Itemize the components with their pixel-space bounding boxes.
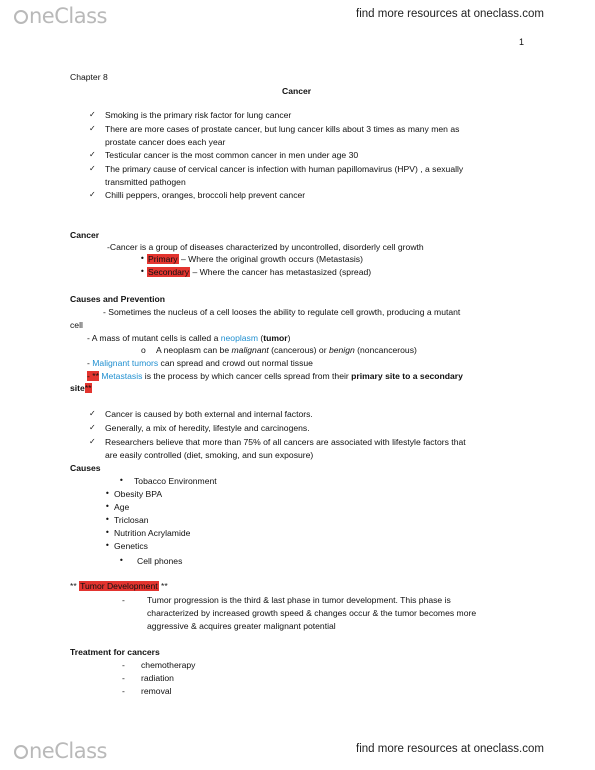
cause-item: Nutrition Acrylamide <box>114 528 191 538</box>
bullet-icon: • <box>105 541 110 550</box>
metastasis-line-cont: site** <box>70 383 92 393</box>
oneclass-logo[interactable]: neClass <box>14 4 107 28</box>
red-marker: - ** <box>87 371 99 381</box>
find-more-link-footer[interactable]: find more resources at oneclass.com <box>356 743 544 755</box>
dash-marker: - <box>122 686 125 696</box>
neoplasm-subline: A neoplasm can be malignant (cancerous) or benign (noncancerous) <box>156 345 417 355</box>
tumor-progression-line: aggressive & acquires greater malignant potential <box>147 621 336 631</box>
check-icon: ✓ <box>89 190 96 199</box>
factor-item: Generally, a mix of heredity, lifestyle and carcinogens. <box>105 423 310 433</box>
cause-item: Cell phones <box>137 556 183 566</box>
fact-item: Chilli peppers, oranges, broccoli help prevent cancer <box>105 190 306 200</box>
fact-item-cont: prostate cancer does each year <box>105 137 226 147</box>
bullet-icon: • <box>140 254 145 263</box>
check-icon: ✓ <box>89 164 96 173</box>
logo-o-icon <box>14 10 28 24</box>
mutant-line-cont: cell <box>70 320 83 330</box>
fact-item: Smoking is the primary risk factor for lung cancer <box>105 110 292 120</box>
bullet-icon: • <box>119 556 124 565</box>
tumor-progression-line: characterized by increased growth speed & changes occur & the tumor becomes more <box>147 608 477 618</box>
secondary-line: Secondary – Where the cancer has metastasized (spread) <box>148 267 372 277</box>
check-icon: ✓ <box>89 124 96 133</box>
malignant-line: - Malignant tumors can spread and crowd out normal tissue <box>87 358 313 368</box>
treatment-item: removal <box>141 686 172 696</box>
tumor-progression-line: Tumor progression is the third & last phase in tumor development. This phase is <box>147 595 451 605</box>
secondary-highlight: Secondary <box>148 267 190 277</box>
section-heading-cancer: Cancer <box>70 230 100 240</box>
cancer-definition: -Cancer is a group of diseases characterized by uncontrolled, disorderly cell growth <box>107 242 424 252</box>
section-heading-causes-prevention: Causes and Prevention <box>70 294 166 304</box>
metastasis-term: Metastasis <box>101 371 143 381</box>
primary-highlight: Primary <box>148 254 178 264</box>
cause-item: Obesity BPA <box>114 489 163 499</box>
cause-item: Triclosan <box>114 515 149 525</box>
bullet-icon: • <box>140 267 145 276</box>
logo-o-icon <box>14 745 28 759</box>
check-icon: ✓ <box>89 423 96 432</box>
treatment-item: radiation <box>141 673 174 683</box>
primary-line: Primary – Where the original growth occurs (Metastasis) <box>148 254 363 264</box>
mutant-line: - Sometimes the nucleus of a cell looses the ability to regulate cell growth, producing a mutant <box>103 307 461 317</box>
dash-marker: - <box>122 660 125 670</box>
metastasis-line: - ** Metastasis is the process by which cancer cells spread from their primary site to a secondary <box>87 371 463 381</box>
bullet-icon: • <box>105 489 110 498</box>
cause-item: Tobacco Environment <box>134 476 217 486</box>
find-more-link[interactable]: find more resources at oneclass.com <box>356 8 544 20</box>
factor-item-cont: are easily controlled (diet, smoking, and sun exposure) <box>105 450 314 460</box>
chapter-label: Chapter 8 <box>70 72 108 82</box>
tumor-development-highlight: Tumor Development <box>80 581 158 591</box>
factor-item: Cancer is caused by both external and internal factors. <box>105 409 313 419</box>
factor-item: Researchers believe that more than 75% of all cancers are associated with lifestyle factors that <box>105 437 466 447</box>
cause-item: Age <box>114 502 130 512</box>
bullet-icon: • <box>105 528 110 537</box>
neoplasm-line: - A mass of mutant cells is called a neoplasm (tumor) <box>87 333 291 343</box>
check-icon: ✓ <box>89 437 96 446</box>
section-heading-causes: Causes <box>70 463 101 473</box>
cause-item: Genetics <box>114 541 148 551</box>
malignant-tumors-term: Malignant tumors <box>92 358 159 368</box>
bullet-icon: • <box>105 502 110 511</box>
dash-marker: - <box>122 673 125 683</box>
dash-marker: - <box>122 595 125 605</box>
fact-item: The primary cause of cervical cancer is infection with human papillomavirus (HPV) , a sexually <box>105 164 464 174</box>
fact-item: There are more cases of prostate cancer, but lung cancer kills about 3 times as many men as <box>105 124 460 134</box>
treatment-item: chemotherapy <box>141 660 196 670</box>
page-number: 1 <box>519 37 525 47</box>
check-icon: ✓ <box>89 110 96 119</box>
tumor-development-heading: ** Tumor Development ** <box>70 581 168 591</box>
bullet-icon: • <box>105 515 110 524</box>
fact-item-cont: transmitted pathogen <box>105 177 186 187</box>
neoplasm-term: neoplasm <box>220 333 259 343</box>
red-marker: ** <box>84 383 92 393</box>
check-icon: ✓ <box>89 150 96 159</box>
bullet-icon: • <box>119 476 124 485</box>
oneclass-logo-footer[interactable]: neClass <box>14 739 107 763</box>
fact-item: Testicular cancer is the most common cancer in men under age 30 <box>105 150 359 160</box>
page-title: Cancer <box>282 86 312 96</box>
check-icon: ✓ <box>89 409 96 418</box>
section-heading-treatment: Treatment for cancers <box>70 647 160 657</box>
circle-bullet-icon: o <box>141 345 146 355</box>
